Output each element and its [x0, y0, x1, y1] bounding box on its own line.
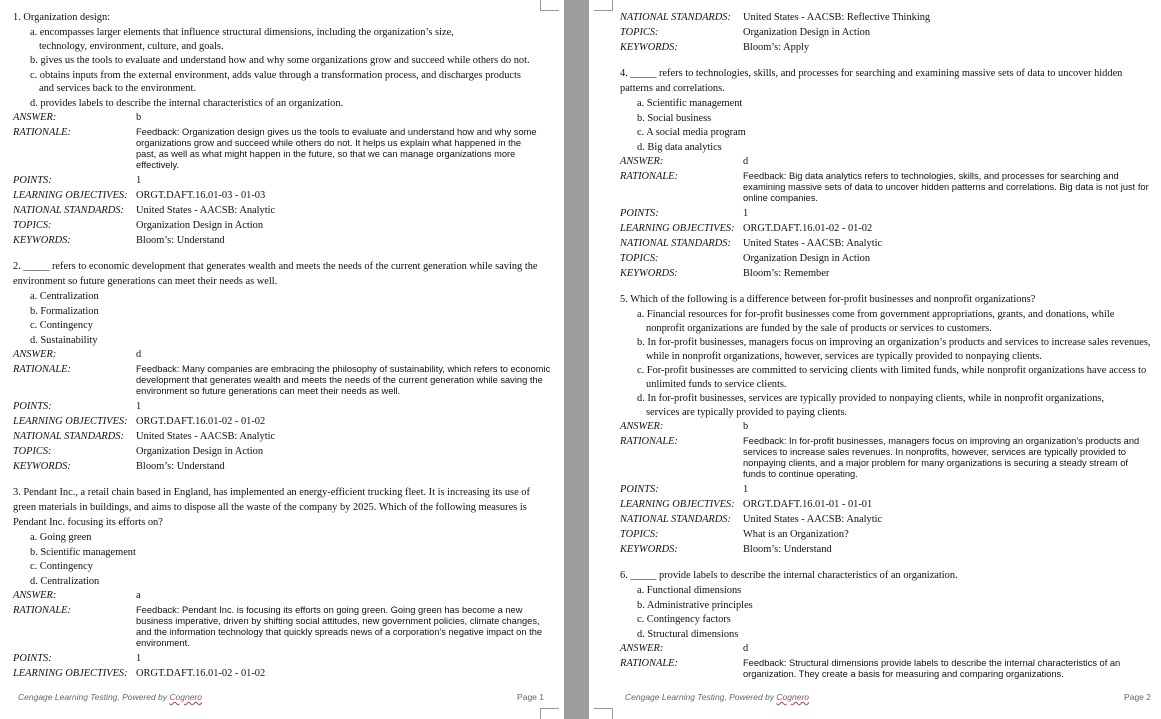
question-4 [620, 66, 1151, 281]
national-standards-row: NATIONAL STANDARDS: United States - AACSB: Analytic [13, 429, 552, 444]
rationale-row: RATIONALE: Feedback: Organization design gives us the tools to evaluate and understand how and why some organizations grow and succeed while others do not. It helps us explain what happened in the past, as well as what might happen in the future, so that we can manage organizations more effectively. [13, 125, 552, 173]
option-b: b. In for-profit businesses, managers focus on improving an organization’s products and services to increase sales revenues, while in nonprofit organizations, however, services are typically provided to nonpaying clients. [637, 337, 1151, 362]
keywords-row: KEYWORDS: Bloom’s: Understand [13, 459, 552, 474]
option-d: d. provides labels to describe the internal characteristics of an organization. [30, 97, 344, 109]
answer-row: ANSWER: d [13, 347, 552, 362]
rationale-text: Feedback: Pendant Inc. is focusing its efforts on going green. Going green has become a new business imperative, driven by shifting social attitudes, new government policies, climate changes, and the information technology that quickly spreads news of a corporation’s negative impact on the environment. [136, 605, 543, 648]
page-2 [589, 0, 1161, 719]
brand-name: Cognero [169, 692, 202, 702]
national-standards-value: United States - AACSB: Analytic [743, 238, 883, 249]
question-3 [13, 485, 552, 681]
question-2 [13, 259, 552, 474]
option-d: d. In for-profit businesses, services are typically provided to nonpaying clients, while in nonprofit organizations, services are typically provided to paying clients. [637, 393, 1105, 418]
keywords-row: KEYWORDS: Bloom’s: Understand [620, 542, 1151, 557]
rationale-row: RATIONALE: Feedback: In for-profit businesses, managers focus on improving an organization’s products and services to increase sales revenues. In nonprofits, however, services are typically provided to nonpaying clients, and a major problem for many organizations is securing a steady stream of funds to continue operating. [620, 434, 1151, 482]
page-number: Page 2 [1124, 692, 1151, 702]
footer-credit: Cengage Learning Testing, Powered by Cognero [18, 692, 202, 702]
national-standards-row: NATIONAL STANDARDS: United States - AACSB: Reflective Thinking [620, 10, 1151, 25]
page-footer [18, 692, 544, 702]
option-c: c. For-profit businesses are committed to servicing clients with limited funds, while nonprofit organizations have access to unlimited funds to service clients. [637, 365, 1147, 390]
option-a: a. encompasses larger elements that influence structural dimensions, including the organization’s size, technology, environment, culture, and goals. [30, 27, 454, 52]
points-row: POINTS: 1 [620, 482, 1151, 497]
answer-value: d [136, 349, 142, 360]
learning-objectives-row: LEARNING OBJECTIVES: ORGT.DAFT.16.01-03 - 01-03 [13, 188, 552, 203]
option-d: d. Big data analytics [637, 141, 722, 153]
rationale-text: Feedback: In for-profit businesses, managers focus on improving an organization’s products and services to increase sales revenues. In nonprofits, however, services are typically provided to nonpaying clients, and a major problem for many organizations is securing a steady stream of funds to continue operating. [743, 436, 1140, 479]
option-b: b. Scientific management [30, 546, 136, 558]
points-value: 1 [743, 208, 749, 219]
national-standards-row: NATIONAL STANDARDS: United States - AACSB: Analytic [620, 512, 1151, 527]
national-standards-value: United States - AACSB: Analytic [743, 514, 883, 525]
topics-row: TOPICS: Organization Design in Action [13, 444, 552, 459]
points-row: POINTS: 1 [13, 399, 552, 414]
crop-mark [594, 708, 613, 719]
option-b: b. Social business [637, 112, 712, 124]
points-value: 1 [743, 484, 749, 495]
keywords-row: KEYWORDS: Bloom’s: Apply [620, 40, 1151, 55]
national-standards-row: NATIONAL STANDARDS: United States - AACSB: Analytic [620, 236, 1151, 251]
keywords-value: Bloom’s: Understand [136, 461, 225, 472]
keywords-value: Bloom’s: Understand [743, 544, 832, 555]
points-row: POINTS: 1 [13, 651, 552, 666]
topics-value: Organization Design in Action [136, 446, 264, 457]
answer-row: ANSWER: d [620, 641, 1151, 656]
option-a: a. Centralization [30, 291, 99, 302]
page-number: Page 1 [517, 692, 544, 702]
national-standards-value: United States - AACSB: Analytic [136, 205, 276, 216]
question-stem: 5. Which of the following is a difference between for-profit businesses and nonprofit organizations? [620, 294, 1036, 305]
brand-name: Cognero [776, 692, 809, 702]
page-2-content [620, 10, 1151, 693]
crop-mark [540, 708, 559, 719]
option-a: a. Financial resources for for-profit businesses come from government appropriations, grants, and donations, while nonprofit organizations are funded by the sale of products or services to customers. [637, 309, 1115, 334]
topics-value: Organization Design in Action [743, 253, 871, 264]
points-value: 1 [136, 175, 142, 186]
question-stem: 6. _____ provide labels to describe the internal characteristics of an organization. [620, 570, 958, 581]
learning-objectives-row: LEARNING OBJECTIVES: ORGT.DAFT.16.01-02 - 01-02 [13, 666, 552, 681]
answer-row: ANSWER: b [13, 110, 552, 125]
option-b: b. Formalization [30, 305, 99, 317]
answer-value: b [743, 421, 749, 432]
option-d: d. Structural dimensions [637, 628, 739, 640]
answer-value: d [743, 156, 749, 167]
rationale-row: RATIONALE: Feedback: Pendant Inc. is focusing its efforts on going green. Going green has become a new business imperative, driven by shifting social attitudes, new government policies, climate changes, and the information technology that quickly spreads news of a corporation’s negative impact on the environment. [13, 603, 552, 651]
option-c: c. A social media program [637, 127, 746, 138]
rationale-row: RATIONALE: Feedback: Many companies are embracing the philosophy of sustainability, which refers to economic development that generates wealth and meets the needs of the current generation while saving the environment so future generations can meet their needs as well. [13, 362, 552, 399]
keywords-row: KEYWORDS: Bloom’s: Remember [620, 266, 1151, 281]
learning-objectives-value: ORGT.DAFT.16.01-02 - 01-02 [136, 668, 266, 679]
option-d: d. Centralization [30, 575, 100, 587]
points-row: POINTS: 1 [13, 173, 552, 188]
page-footer [625, 692, 1151, 702]
national-standards-row: NATIONAL STANDARDS: United States - AACSB: Analytic [13, 203, 552, 218]
option-c: c. Contingency [30, 561, 93, 572]
answer-value: a [136, 590, 141, 601]
learning-objectives-value: ORGT.DAFT.16.01-02 - 01-02 [136, 416, 266, 427]
answer-value: b [136, 112, 142, 123]
option-a: a. Going green [30, 532, 92, 543]
points-value: 1 [136, 401, 142, 412]
answer-row: ANSWER: a [13, 588, 552, 603]
question-stem: 2. _____ refers to economic development that generates wealth and meets the needs of the current generation while saving the environment so future generations can meet their needs as well. [13, 261, 538, 287]
question-1 [13, 10, 552, 248]
learning-objectives-value: ORGT.DAFT.16.01-02 - 01-02 [743, 223, 873, 234]
answer-row: ANSWER: b [620, 419, 1151, 434]
topics-row: TOPICS: Organization Design in Action [620, 25, 1151, 40]
option-c: c. obtains inputs from the external environment, adds value through a transformation process, and discharges products and services back to the environment. [30, 69, 521, 94]
answer-row: ANSWER: d [620, 154, 1151, 169]
question-stem: 4. _____ refers to technologies, skills, and processes for searching and examining massive sets of data to uncover hidden patterns and correlations. [620, 68, 1123, 94]
question-5 [620, 292, 1151, 557]
option-c: c. Contingency factors [637, 614, 731, 625]
topics-value: Organization Design in Action [743, 27, 871, 38]
learning-objectives-row: LEARNING OBJECTIVES: ORGT.DAFT.16.01-01 - 01-01 [620, 497, 1151, 512]
topics-value: What is an Organization? [743, 529, 849, 540]
keywords-value: Bloom’s: Understand [136, 235, 225, 246]
option-c: c. Contingency [30, 320, 93, 331]
rationale-row: RATIONALE: Feedback: Structural dimensions provide labels to describe the internal characteristics of an organization. They create a basis for measuring and comparing organizations. [620, 656, 1151, 682]
learning-objectives-row: LEARNING OBJECTIVES: ORGT.DAFT.16.01-02 - 01-02 [13, 414, 552, 429]
points-row: POINTS: 1 [620, 206, 1151, 221]
option-d: d. Sustainability [30, 334, 98, 346]
rationale-text: Feedback: Big data analytics refers to technologies, skills, and processes for searching and examining massive sets of data to uncover hidden patterns and correlations. Big data is not just for online companies. [743, 171, 1149, 203]
learning-objectives-row: LEARNING OBJECTIVES: ORGT.DAFT.16.01-02 - 01-02 [620, 221, 1151, 236]
option-b: b. Administrative principles [637, 599, 753, 611]
keywords-row: KEYWORDS: Bloom’s: Understand [13, 233, 552, 248]
learning-objectives-value: ORGT.DAFT.16.01-01 - 01-01 [743, 499, 873, 510]
page-1-content [13, 10, 552, 692]
option-b: b. gives us the tools to evaluate and understand how and why some organizations grow and succeed while others do not. [30, 55, 530, 66]
crop-mark [594, 0, 613, 11]
points-value: 1 [136, 653, 142, 664]
topics-row: TOPICS: Organization Design in Action [13, 218, 552, 233]
question-6 [620, 568, 1151, 682]
question-stem: 1. Organization design: [13, 12, 111, 23]
keywords-value: Bloom’s: Apply [743, 42, 810, 53]
page-1 [0, 0, 564, 719]
rationale-text: Feedback: Organization design gives us the tools to evaluate and understand how and why some organizations grow and succeed while others do not. It helps us explain what happened in the past, as well as what might happen in the future, so that we can manage organizations more effectively. [136, 127, 537, 170]
topics-row: TOPICS: What is an Organization? [620, 527, 1151, 542]
question-stem: 3. Pendant Inc., a retail chain based in England, has implemented an energy-efficient trucking fleet. It is increasing its use of green materials in buildings, and aims to dispose all the waste of the company by 2025. Which of the following measures is Pendant Inc. focusing its efforts on? [13, 487, 530, 528]
option-a: a. Scientific management [637, 98, 743, 109]
rationale-text: Feedback: Many companies are embracing the philosophy of sustainability, which refers to economic development that generates wealth and meets the needs of the current generation while saving the environment so future generations can meet their needs as well. [136, 364, 551, 396]
option-a: a. Functional dimensions [637, 585, 742, 596]
question-3-continued [620, 10, 1151, 55]
topics-row: TOPICS: Organization Design in Action [620, 251, 1151, 266]
learning-objectives-value: ORGT.DAFT.16.01-03 - 01-03 [136, 190, 266, 201]
rationale-text: Feedback: Structural dimensions provide labels to describe the internal characteristics of an organization. They create a basis for measuring and comparing organizations. [743, 658, 1121, 679]
footer-credit: Cengage Learning Testing, Powered by Cognero [625, 692, 809, 702]
national-standards-value: United States - AACSB: Analytic [136, 431, 276, 442]
answer-value: d [743, 643, 749, 654]
national-standards-value: United States - AACSB: Reflective Thinking [743, 12, 931, 23]
keywords-value: Bloom’s: Remember [743, 268, 830, 279]
rationale-row: RATIONALE: Feedback: Big data analytics refers to technologies, skills, and processes for searching and examining massive sets of data to uncover hidden patterns and correlations. Big data is not just for online companies. [620, 169, 1151, 206]
topics-value: Organization Design in Action [136, 220, 264, 231]
